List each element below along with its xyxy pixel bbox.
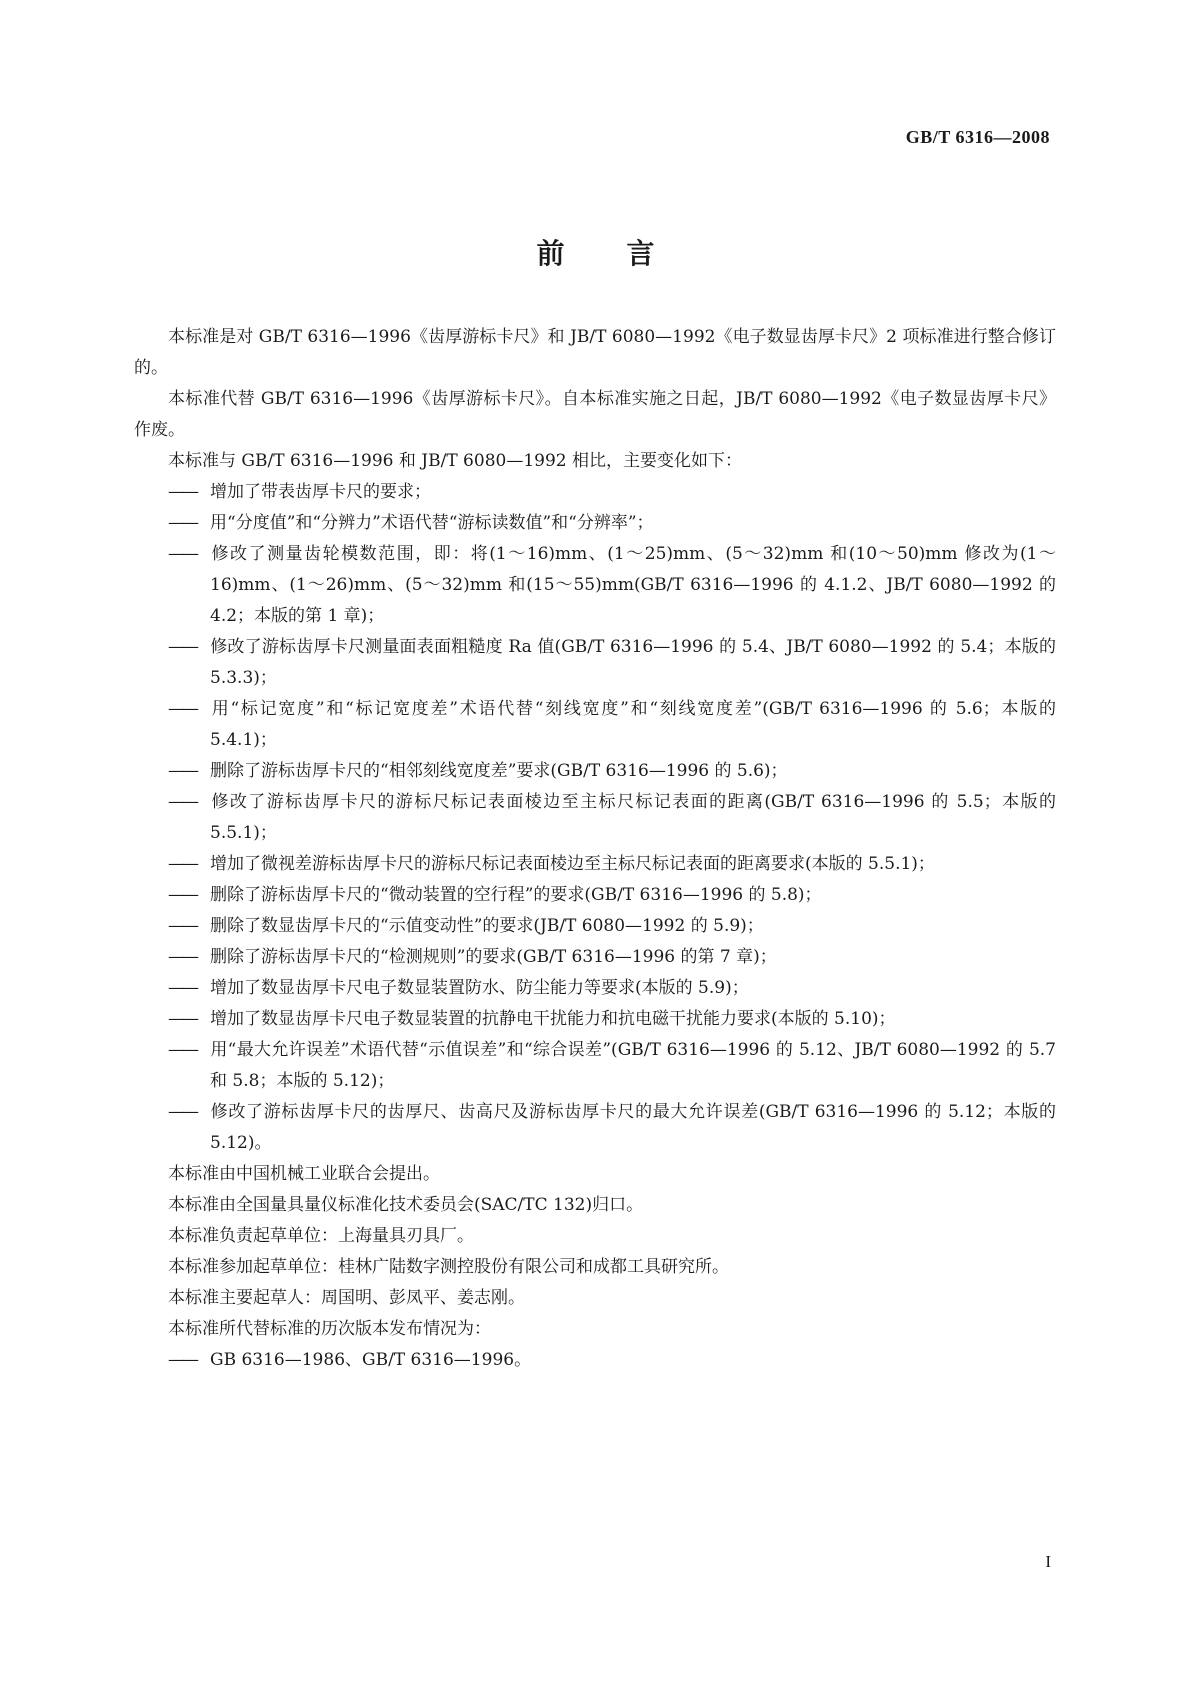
change-item-text: 删除了游标齿厚卡尺的“微动装置的空行程”的要求(GB/T 6316—1996 的 5.8)； <box>210 885 822 905</box>
change-item <box>134 477 1056 508</box>
change-item <box>134 539 1056 632</box>
dash-marker: —— <box>168 699 196 719</box>
intro-paragraph: 本标准代替 GB/T 6316—1996《齿厚游标卡尺》。自本标准实施之日起，JB/T 6080—1992《电子数显齿厚卡尺》作废。 <box>134 389 1056 440</box>
change-item-text: 用“最大允许误差”术语代替“示值误差”和“综合误差”(GB/T 6316—1996 的 5.12、JB/T 6080—1992 的 5.7 和 5.8；本版的 5.12)； <box>210 1040 1056 1091</box>
document-body <box>134 322 1056 1376</box>
dash-marker: —— <box>168 482 196 502</box>
change-item <box>134 508 1056 539</box>
closing-paragraph: 本标准负责起草单位：上海量具刃具厂。 <box>168 1226 474 1246</box>
dash-marker: —— <box>168 792 196 812</box>
closing-paragraph: 本标准所代替标准的历次版本发布情况为： <box>168 1319 491 1339</box>
change-item <box>134 1004 1056 1035</box>
change-item-text: 用“分度值”和“分辨力”术语代替“游标读数值”和“分辨率”； <box>210 513 654 533</box>
change-item-text: 修改了游标齿厚卡尺的齿厚尺、齿高尺及游标齿厚卡尺的最大允许误差(GB/T 6316—1996 的 5.12；本版的 5.12)。 <box>210 1102 1056 1153</box>
dash-marker: —— <box>168 854 196 874</box>
change-item-text: 修改了游标齿厚卡尺测量面表面粗糙度 Ra 值(GB/T 6316—1996 的 5.4、JB/T 6080—1992 的 5.4；本版的 5.3.3)； <box>210 637 1056 688</box>
history-item-text: GB 6316—1986、GB/T 6316—1996。 <box>210 1350 532 1370</box>
dash-marker: —— <box>168 885 196 905</box>
page-number: I <box>1045 1552 1051 1571</box>
change-item <box>134 1097 1056 1159</box>
change-item-text: 修改了测量齿轮模数范围，即：将(1～16)mm、(1～25)mm、(5～32)mm 和(10～50)mm 修改为(1～16)mm、(1～26)mm、(5～32)mm 和(15～55)mm(GB/T 6316—1996 的 4.1.2、JB/T 6080—1992 的 4.2；本版的第 1 章)； <box>210 544 1056 626</box>
closing-paragraph: 本标准主要起草人：周国明、彭凤平、姜志刚。 <box>168 1288 525 1308</box>
dash-marker: —— <box>168 544 196 564</box>
change-item-text: 用“标记宽度”和“标记宽度差”术语代替“刻线宽度”和“刻线宽度差”(GB/T 6316—1996 的 5.6；本版的 5.4.1)； <box>210 699 1056 750</box>
change-item-text: 删除了数显齿厚卡尺的“示值变动性”的要求(JB/T 6080—1992 的 5.9)； <box>210 916 764 936</box>
dash-marker: —— <box>168 978 196 998</box>
change-item-text: 增加了数显齿厚卡尺电子数显装置的抗静电干扰能力和抗电磁干扰能力要求(本版的 5.10)； <box>210 1009 896 1029</box>
dash-marker: —— <box>168 947 196 967</box>
change-item-text: 删除了游标齿厚卡尺的“检测规则”的要求(GB/T 6316—1996 的第 7 章)； <box>210 947 777 967</box>
change-item <box>134 911 1056 942</box>
change-item <box>134 849 1056 880</box>
standard-number: GB/T 6316—2008 <box>905 127 1050 147</box>
dash-marker: —— <box>168 637 196 657</box>
dash-marker: —— <box>168 1040 196 1060</box>
change-item <box>134 942 1056 973</box>
dash-marker: —— <box>168 1102 196 1122</box>
closing-paragraph: 本标准由全国量具量仪标准化技术委员会(SAC/TC 132)归口。 <box>168 1195 644 1215</box>
change-item <box>134 1035 1056 1097</box>
change-item <box>134 880 1056 911</box>
change-item-text: 删除了游标齿厚卡尺的“相邻刻线宽度差”要求(GB/T 6316—1996 的 5.6)； <box>210 761 788 781</box>
change-item <box>134 632 1056 694</box>
change-item <box>134 973 1056 1004</box>
intro-paragraph: 本标准与 GB/T 6316—1996 和 JB/T 6080—1992 相比，主要变化如下： <box>168 451 742 471</box>
dash-marker: —— <box>168 761 196 781</box>
change-item-text: 增加了微视差游标齿厚卡尺的游标尺标记表面棱边至主标尺标记表面的距离要求(本版的 5.5.1)； <box>210 854 935 874</box>
closing-paragraph: 本标准由中国机械工业联合会提出。 <box>168 1164 440 1184</box>
closing-paragraph: 本标准参加起草单位：桂林广陆数字测控股份有限公司和成都工具研究所。 <box>168 1257 729 1277</box>
change-item-text: 修改了游标齿厚卡尺的游标尺标记表面棱边至主标尺标记表面的距离(GB/T 6316—1996 的 5.5；本版的 5.5.1)； <box>210 792 1056 843</box>
change-item-text: 增加了带表齿厚卡尺的要求； <box>210 482 431 502</box>
dash-marker: —— <box>168 1350 196 1370</box>
change-item-text: 增加了数显齿厚卡尺电子数显装置防水、防尘能力等要求(本版的 5.9)； <box>210 978 749 998</box>
change-item <box>134 694 1056 756</box>
page-title: 前言 <box>536 237 717 270</box>
intro-paragraph: 本标准是对 GB/T 6316—1996《齿厚游标卡尺》和 JB/T 6080—1992《电子数显齿厚卡尺》2 项标准进行整合修订的。 <box>134 327 1056 378</box>
history-item <box>134 1345 1056 1376</box>
dash-marker: —— <box>168 1009 196 1029</box>
change-item <box>134 756 1056 787</box>
dash-marker: —— <box>168 916 196 936</box>
change-item <box>134 787 1056 849</box>
dash-marker: —— <box>168 513 196 533</box>
